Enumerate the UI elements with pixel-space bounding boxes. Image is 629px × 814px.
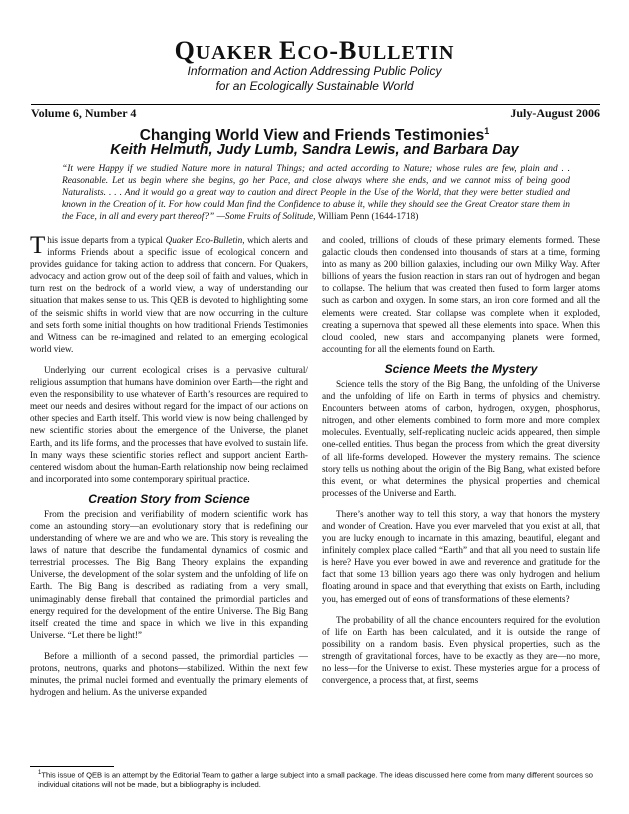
body-paragraph: There’s another way to tell this story, a way that honors the mystery and wonder of Creation. Have you ever marveled that you exist at all, that you are lucky enough to incarnate in this amazing, beautiful, elegant and infinitely complex place called “Earth” and that all you need to sustain life is here? Have you ever bowed in awe and reverence and gratitude for the fact that some 13 billion years ago there was only hydrogen and helium floating around in space and that everything that exists on Earth, including you, has emerged out of eons of transformations of these elements? bbox=[322, 508, 600, 604]
publication-name: Quaker Eco-Bulletin bbox=[165, 235, 243, 245]
body-paragraph: From the precision and verifiability of modern scientific work has come an astounding story—an evolutionary story that is redefining our understanding of where we are and who we are. This story is revealing the laws of nature that describe the fundamental dynamics of cosmic and terrestrial processes. The Big Bang Theory explains the expanding Universe, the development of the solar system and the unfolding of life on Earth. The Big Bang is described as radiating from a very small, unimaginably dense fireball that contained the primordial particles and energy required for the development of the entire Universe. The Big Bang itself created the time and space in which we live in this expanding Universe. “Let there be light!” bbox=[30, 508, 308, 640]
drop-cap: T bbox=[30, 232, 46, 259]
issue-divider bbox=[31, 104, 600, 105]
masthead bbox=[0, 36, 629, 94]
body-paragraph: Underlying our current ecological crises is a pervasive cultural/ religious assumption that humans have dominion over Earth—the right and even the responsibility to use whatever of Earth’s resources are required to meet our needs and desires without regard for the impact of our actions on other species and Earth itself. This world view is now being challenged by new scientific stories about the emergence of the Universe, the planet Earth, and its life forms, and the processes that have evolved to sustain life. In many ways these scientific stories reflect and support ancient Earth-centered wisdom about the human-Earth relationship now being reclaimed and incorporated into some contemporary spiritual practice. bbox=[30, 364, 308, 484]
epigraph-quote: “It were Happy if we studied Nature more in natural Things; and acted according to Nature; whose rules are few, plain and . . Reasonable. Let us begin where she begins, go her Pace, and close always where she ends, and we cannot miss of being good Naturalists. . . . And it would go a great way to caution and direct People in the Use of the World, that they were better studied and known in the Creation of it. For how could Man find the Confidence to abuse it, while they should see the Great Creator stare them in the Face, in all and every part thereof?” —Some Fruits of Solitude, William Penn (1644-1718) bbox=[62, 164, 570, 222]
body-paragraph: Science tells the story of the Big Bang, the unfolding of the Universe and the unfolding of life on Earth in terms of physics and chemistry. Encounters between atoms of carbon, hydrogen, oxygen, phosphorus, nitrogen, and other elements combined to form more and more complex molecules. Eventually, self-replicating nucleic acids appeared, then simple one-celled entities. Thus began the process from which the great diversity of all life-forms developed. However the mystery remains. The science story tells us nothing about the origin of the Big Bang, what existed before this event, or what determines the physical properties and chemical processes of the Universe and Earth. bbox=[322, 378, 600, 498]
left-column bbox=[30, 234, 308, 707]
epigraph-source: William Penn (1644-1718) bbox=[315, 212, 419, 222]
issue-date: July-August 2006 bbox=[510, 106, 600, 120]
newsletter-title: QUAKER ECO-BULLETIN bbox=[174, 36, 455, 65]
body-paragraph: The probability of all the chance encounters required for the evolution of life on Earth has been calculated, and it is outside the range of possibility on a random basis. Even physical properties, such as the strength of gravitational forces, have to be exactly as they are—no more, no less—for the Universe to exist. These mysteries argue for a process of convergence, a process that, at first, seems bbox=[322, 614, 600, 686]
intro-paragraph: This issue departs from a typical Quaker Eco-Bulletin, which alerts and informs Friends about a specific issue of ecological concern and provides guidance for taking action to address that concern. For Quakers, advocacy and action grow out of the deep soil of faith and values, which in turn rest on the bedrock of a world view, a way of understanding our situation that makes sense to us. This QEB is devoted to highlighting some of the seismic shifts in world view that are now occurring in the culture and sets forth some initial thoughts on how traditional Friends Testimonies and Witness can be re-imagined and related to an emerging ecological world view. bbox=[30, 232, 308, 354]
body-paragraph: Before a millionth of a second passed, the primordial particles —protons, neutrons, quarks and photons—stabilized. Within the next few minutes, the primal nuclei formed and eventually the primary elements of hydrogen and helium. As the universe expanded bbox=[30, 650, 308, 698]
body-paragraph: and cooled, trillions of clouds of these primary elements formed. These galactic clouds then condensed into thousands of stars at a time, forming into as many as 200 billion galaxies, including our own Milky Way. After billions of years the fusion reaction in stars ran out of hydrogen and began to collapse. The helium that was created then fused to form larger atoms such as carbon and oxygen. In some stars, an iron core formed and all the elements were created. Star collapse was complete when it exploded, creating a supernova that spewed all these elements into space. When this cloud cooled, new stars and accompanying planets were formed, accounting for all the elements found on Earth. bbox=[322, 235, 600, 354]
footnote-divider bbox=[30, 766, 114, 767]
right-column bbox=[322, 234, 600, 695]
section-heading-creation-story: Creation Story from Science bbox=[88, 491, 250, 506]
footnote-marker: 1 bbox=[484, 126, 490, 136]
footnote: $^1$This issue of QEB is an attempt by the Editorial Team to gather a large subject into a small package. The ideas discussed here come from many different sources so individual citations will not be made, but a bibliography is included. bbox=[38, 770, 594, 790]
article-title: Changing World View and Friends Testimonies$^1$ bbox=[139, 126, 490, 145]
newsletter-subtitle-line-2: for an Ecologically Sustainable World bbox=[215, 79, 414, 93]
section-heading-science-mystery: Science Meets the Mystery bbox=[384, 361, 538, 376]
newsletter-subtitle-line-1: Information and Action Addressing Public Policy bbox=[187, 64, 442, 78]
volume-number: Volume 6, Number 4 bbox=[31, 106, 137, 120]
article-authors: Keith Helmuth, Judy Lumb, Sandra Lewis, and Barbara Day bbox=[110, 142, 519, 158]
